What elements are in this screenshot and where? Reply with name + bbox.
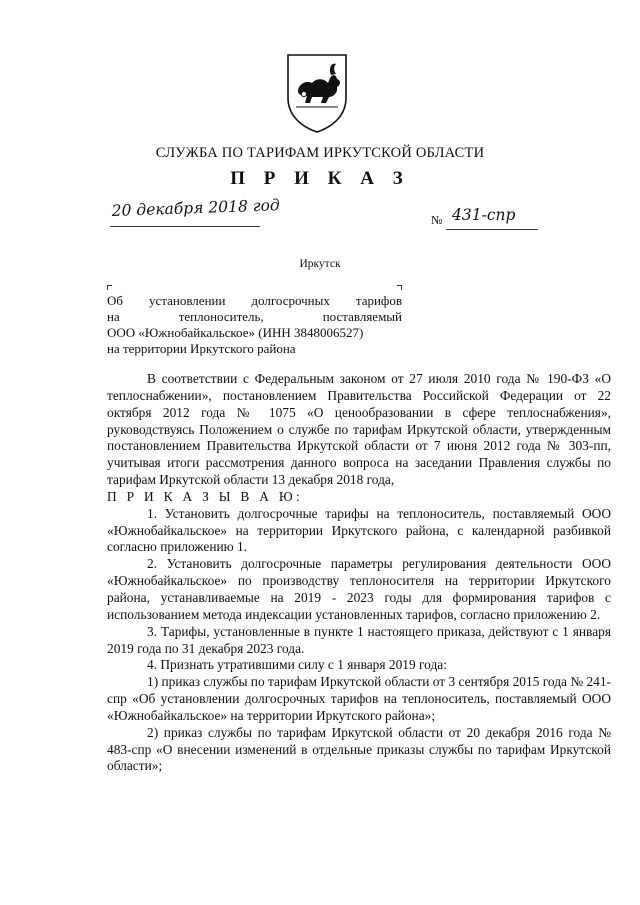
subject-line: Об установлении долгосрочных тарифов: [107, 293, 402, 308]
order-date: 20 декабря 2018 год: [111, 196, 280, 220]
preamble-paragraph: В соответствии с Федеральным законом от 27 июля 2010 года № 190-ФЗ «О теплоснабжении», постановлением Правительства Российской Федерации от 22 октября 2012 года № 1075 «О ценообразовании в сфере теплоснабжения», руководствуясь Положением о службе по тарифам Иркутской области, утвержденным постановлением Правительства Иркутской области от 7 июня 2012 года № 303-пп, учитывая итоги рассмотрения данного вопроса на заседании Правления службы по тарифам Иркутской области 13 декабря 2018 года,: [107, 371, 611, 488]
city-name: Иркутск: [299, 258, 341, 270]
subject-line: на территории Иркутского района: [107, 341, 296, 356]
order-subitem: 2) приказ службы по тарифам Иркутской области от 20 декабря 2016 года № 483-спр «О внесении изменений в отдельные приказы службы по тарифам Иркутской области»;: [107, 724, 611, 774]
order-item: 3. Тарифы, установленные в пункте 1 настоящего приказа, действуют с 1 января 2019 года по 31 декабря 2023 года.: [107, 623, 611, 656]
subject-line: [107, 309, 402, 325]
subject-corner-mark-right: [397, 285, 402, 290]
date-underline: [110, 226, 260, 227]
order-item: 1. Установить долгосрочные тарифы на теплоноситель, поставляемый ООО «Южнобайкальское» на территории Иркутского района, с календарной разбивкой согласно приложению 1.: [107, 505, 611, 555]
order-subject: [107, 293, 402, 357]
subject-word: теплоноситель,: [178, 309, 264, 324]
order-number: 431-спр: [452, 206, 516, 224]
order-item: 2. Установить долгосрочные параметры регулирования деятельности ООО «Южнобайкальское» по производству теплоносителя на территории Иркутского района, устанавливаемые на 2019 - 2023 годы для формирования тарифов с использованием метода индексации установленных тарифов, согласно приложению 2.: [107, 556, 611, 622]
number-underline: [446, 229, 538, 230]
order-item: 4. Признать утратившими силу с 1 января 2019 года:: [147, 657, 447, 673]
order-body: [107, 371, 611, 775]
subject-line: ООО «Южнобайкальское» (ИНН 3848006527): [107, 325, 364, 340]
agency-name: СЛУЖБА ПО ТАРИФАМ ИРКУТСКОЙ ОБЛАСТИ: [155, 145, 485, 161]
number-sign: №: [431, 213, 443, 227]
coat-of-arms-icon: [284, 52, 350, 134]
order-subitem: 1) приказ службы по тарифам Иркутской области от 3 сентября 2015 года № 241-спр «Об установлении долгосрочных тарифов на теплоноситель, поставляемый ООО «Южнобайкальское» на территории Иркутского района»;: [107, 674, 611, 723]
document-title: П Р И К А З: [230, 168, 410, 189]
order-verb: П Р И К А З Ы В А Ю:: [107, 488, 303, 504]
subject-corner-mark-left: [107, 285, 112, 290]
subject-word: на: [107, 309, 120, 324]
subject-word: поставляемый: [322, 309, 402, 324]
